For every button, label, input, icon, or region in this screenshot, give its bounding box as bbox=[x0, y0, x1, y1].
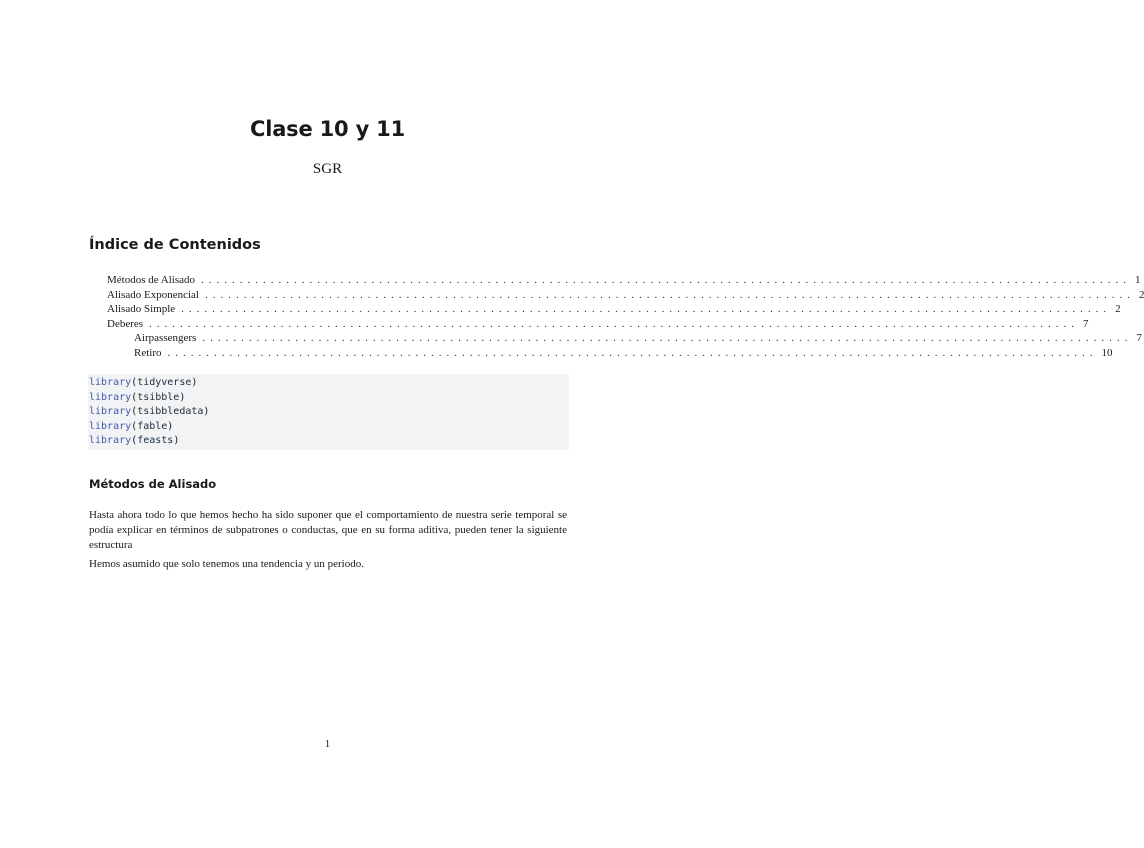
page-number: 1 bbox=[324, 738, 331, 750]
code-paren: ) bbox=[203, 406, 210, 418]
toc-entry-label: Alisado Simple bbox=[107, 303, 176, 315]
toc-entry-metodos-de-alisado[interactable] bbox=[107, 274, 1141, 289]
code-function: library bbox=[89, 377, 132, 388]
document-author: SGR bbox=[312, 161, 343, 177]
toc-entry-label: Alisado Exponencial bbox=[107, 288, 199, 301]
code-line bbox=[89, 420, 569, 435]
code-line bbox=[89, 391, 569, 406]
toc-entry-label: Airpassengers bbox=[134, 332, 197, 344]
code-paren: ( bbox=[131, 406, 138, 418]
toc-entry-retiro[interactable] bbox=[107, 346, 1113, 362]
toc-entry-page: 2 bbox=[1138, 288, 1144, 301]
toc-entry-label: Métodos de Alisado bbox=[107, 274, 195, 286]
code-argument: tsibbledata bbox=[137, 406, 204, 418]
code-argument: tsibble bbox=[137, 391, 180, 403]
code-block[interactable] bbox=[88, 374, 569, 450]
toc-entry-page: 1 bbox=[1135, 274, 1141, 286]
code-argument: tidyverse bbox=[137, 377, 192, 388]
paragraph: Hasta ahora todo lo que hemos hecho ha sido suponer que el comportamiento de nuestra serie temporal se podía explicar en términos de subpatrones o conductas, que en su forma aditiva, pueden tener la siguiente estructura bbox=[89, 509, 567, 551]
section-heading: Métodos de Alisado bbox=[89, 477, 217, 491]
code-paren: ( bbox=[131, 420, 138, 432]
toc-leader-dots: ........................................................................................................................ bbox=[202, 332, 1133, 344]
code-function: library bbox=[89, 406, 132, 418]
code-line bbox=[89, 434, 569, 449]
toc-leader-dots: ........................................................................................................................ bbox=[181, 303, 1112, 315]
code-paren: ) bbox=[173, 435, 180, 447]
code-paren: ( bbox=[131, 435, 138, 447]
toc-entry-label: Deberes bbox=[107, 317, 144, 330]
toc-entry-label: Retiro bbox=[134, 346, 162, 359]
toc-leader-dots: ........................................................................................................................ bbox=[204, 288, 1135, 301]
toc-leader-dots: ........................................................................................................................ bbox=[201, 274, 1131, 286]
code-paren: ) bbox=[167, 420, 174, 432]
toc-entry-page: 7 bbox=[1136, 332, 1142, 344]
document-title: Clase 10 y 11 bbox=[250, 117, 405, 141]
toc-leader-dots: ........................................................................................................................ bbox=[149, 317, 1080, 330]
toc-entry-deberes[interactable] bbox=[107, 317, 1089, 333]
code-function: library bbox=[89, 435, 132, 447]
code-paren: ( bbox=[131, 391, 138, 403]
paragraph: Hemos asumido que solo tenemos una tendencia y un periodo. bbox=[89, 558, 364, 570]
toc-entry-page: 10 bbox=[1101, 346, 1113, 359]
code-line bbox=[89, 405, 569, 420]
code-function: library bbox=[89, 420, 132, 432]
toc-leader-dots: ........................................................................................................................ bbox=[167, 346, 1098, 359]
table-of-contents bbox=[107, 274, 1144, 361]
toc-entry-alisado-simple[interactable] bbox=[107, 303, 1121, 318]
code-paren: ( bbox=[131, 377, 138, 388]
code-function: library bbox=[89, 391, 132, 403]
code-paren: ) bbox=[179, 391, 186, 403]
toc-heading: Índice de Contenidos bbox=[89, 237, 261, 253]
toc-entry-airpassengers[interactable] bbox=[107, 332, 1142, 347]
toc-entry-alisado-exponencial[interactable] bbox=[107, 288, 1144, 304]
code-argument: fable bbox=[137, 420, 168, 432]
toc-entry-page: 7 bbox=[1083, 317, 1089, 330]
code-paren: ) bbox=[191, 377, 198, 388]
code-argument: feasts bbox=[137, 435, 174, 447]
code-line bbox=[89, 376, 569, 391]
toc-entry-page: 2 bbox=[1115, 303, 1121, 315]
